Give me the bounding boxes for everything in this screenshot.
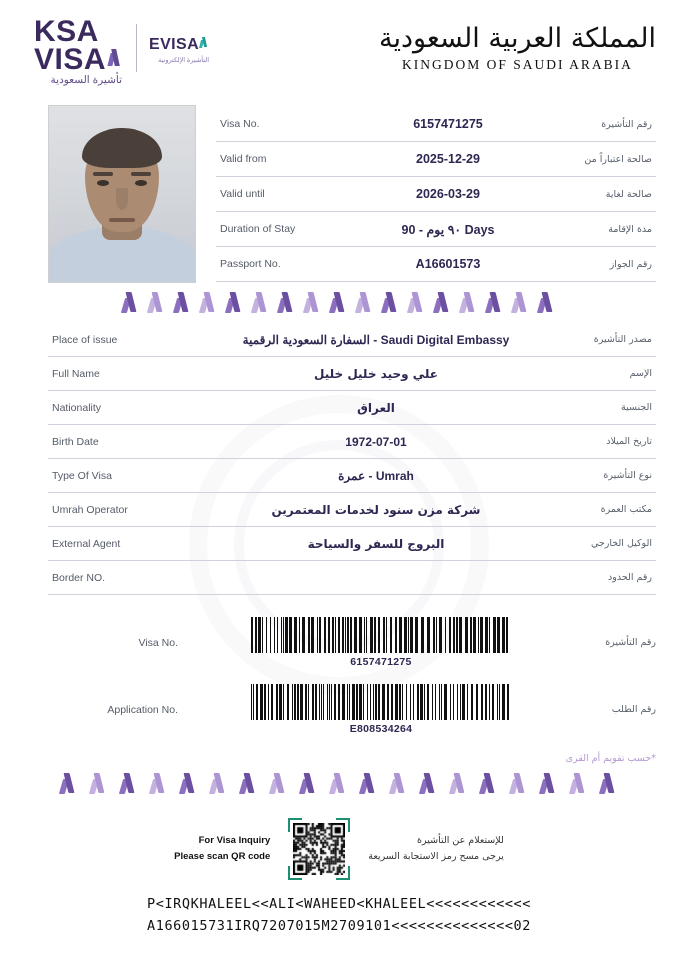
row-value: 2025-12-29	[416, 152, 480, 166]
row-label-en: Border NO.	[52, 571, 106, 584]
umm-al-qura-footnote: *حسب تقويم أم القرى	[565, 753, 656, 764]
table-row	[216, 142, 656, 177]
applicant-photo	[48, 105, 196, 283]
row-label-en: Umrah Operator	[52, 503, 128, 516]
row-label-en: Duration of Stay	[220, 223, 296, 235]
checkmark-icon	[487, 292, 503, 314]
row-value: العراق	[357, 400, 395, 415]
table-row	[48, 459, 656, 493]
checkmark-icon	[121, 773, 137, 795]
qr-instruction-arabic	[368, 833, 504, 864]
ksa-logo-line2-text: VISA	[34, 42, 107, 76]
table-row	[48, 527, 656, 561]
barcode-number: E808534264	[349, 723, 413, 735]
ksa-logo-arabic: تأشيرة السعودية	[50, 74, 123, 87]
row-label-en: External Agent	[52, 537, 121, 550]
checkmark-icon	[149, 292, 165, 314]
barcode-label-ar: رقم الطلب	[611, 704, 656, 715]
row-label-en: Full Name	[52, 367, 100, 380]
checkmark-icon	[451, 773, 467, 795]
row-value: ٩٠ يوم - 90 Days	[401, 222, 495, 237]
table-row	[48, 425, 656, 459]
barcode-container	[198, 684, 564, 735]
qr-corner-top-right-icon	[336, 818, 350, 832]
photo-and-visa-details	[0, 105, 678, 283]
visa-details-table	[216, 105, 656, 283]
checkmark-icon	[357, 292, 373, 314]
row-label-en: Passport No.	[220, 258, 281, 270]
row-value: 1972-07-01	[345, 434, 407, 449]
checkmark-icon	[91, 773, 107, 795]
barcode-container	[198, 617, 564, 668]
table-row	[216, 177, 656, 212]
checkmark-icon	[331, 773, 347, 795]
ksa-visa-logo-text	[34, 15, 123, 87]
checkmark-icon	[271, 773, 287, 795]
checkmark-icon	[541, 773, 557, 795]
table-row	[216, 247, 656, 282]
checkmark-icon	[571, 773, 587, 795]
row-label-en: Birth Date	[52, 435, 99, 448]
row-value: شركة مزن سنود لخدمات المعتمرين	[271, 502, 481, 517]
qr-code[interactable]	[288, 818, 350, 880]
evisa-logo	[149, 36, 209, 64]
ksa-logo-line2	[34, 42, 122, 76]
row-label-en: Place of issue	[52, 333, 118, 346]
checkmark-icon	[241, 773, 257, 795]
qr-corner-bottom-left-icon	[288, 866, 302, 880]
row-label-en: Type Of Visa	[52, 469, 112, 482]
qr-instruction-ar-line1: للإستعلام عن التأشيرة	[417, 835, 504, 847]
qr-instruction-ar-line2: يرجى مسح رمز الاستجابة السريعة	[368, 851, 504, 862]
checkmark-icon	[211, 773, 227, 795]
row-label-ar: مصدر التأشيرة	[593, 334, 652, 345]
barcode-image	[251, 617, 511, 653]
ksa-logo-line1-text: KSA	[34, 15, 99, 48]
row-value: A16601573	[415, 257, 481, 271]
table-row	[48, 323, 656, 357]
applicant-details-table	[0, 323, 678, 595]
checkmark-icon	[601, 773, 617, 795]
decorative-checkmark-strip-bottom	[0, 764, 678, 804]
row-label-ar: صالحة لغاية	[605, 188, 652, 200]
checkmark-icon	[108, 49, 122, 69]
machine-readable-zone	[0, 886, 678, 937]
checkmark-icon	[361, 773, 377, 795]
row-label-ar: تاريخ الميلاد	[606, 436, 652, 447]
row-label-en: Nationality	[52, 401, 102, 414]
checkmark-icon	[151, 773, 167, 795]
row-label-en: Valid until	[220, 188, 265, 200]
barcode-section	[0, 595, 678, 735]
row-label-ar: الوكيل الخارجي	[591, 538, 652, 549]
qr-corner-bottom-right-icon	[336, 866, 350, 880]
logo-divider	[136, 24, 137, 72]
ksa-logo-line1	[34, 15, 122, 48]
row-value: 6157471275	[413, 117, 483, 131]
checkmark-icon	[279, 292, 295, 314]
row-label-en: Valid from	[220, 153, 267, 165]
qr-instruction-en-line1: For Visa Inquiry	[198, 835, 271, 847]
row-value: عمرة - Umrah	[338, 468, 414, 483]
evisa-checkmark-icon	[200, 37, 209, 49]
checkmark-icon	[435, 292, 451, 314]
qr-corner-top-left-icon	[288, 818, 302, 832]
row-label-en: Visa No.	[220, 118, 260, 130]
barcode-label-en: Visa No.	[138, 636, 178, 649]
checkmark-icon	[305, 292, 321, 314]
checkmark-icon	[409, 292, 425, 314]
table-row	[48, 561, 656, 595]
decorative-checkmark-strip-top	[0, 283, 678, 323]
barcode-number: 6157471275	[350, 656, 412, 668]
checkmark-icon	[175, 292, 191, 314]
checkmark-icon	[227, 292, 243, 314]
table-row	[216, 107, 656, 142]
qr-instruction-english	[174, 833, 270, 864]
evisa-logo-arabic: التأشيرة الإلكترونية	[158, 57, 210, 64]
table-row	[48, 357, 656, 391]
kingdom-emblem	[379, 18, 656, 73]
checkmark-icon	[461, 292, 477, 314]
evisa-logo-line	[149, 36, 209, 54]
row-value: البروج للسفر والسياحة	[307, 536, 445, 551]
table-row	[48, 391, 656, 425]
checkmark-icon	[331, 292, 347, 314]
checkmark-icon	[421, 773, 437, 795]
qr-inquiry-section	[0, 804, 678, 886]
row-value: 2026-03-29	[416, 187, 480, 201]
row-value: السفارة السعودية الرقمية - Saudi Digital Embassy	[242, 332, 510, 347]
checkmark-icon	[123, 292, 139, 314]
row-label-ar: الجنسية	[621, 402, 652, 413]
kingdom-emblem-arabic: المملكة العربية السعودية	[378, 23, 656, 54]
row-value: علي وحيد خليل خليل	[313, 366, 439, 381]
row-label-ar: رقم التأشيرة	[601, 118, 652, 130]
barcode-label-en: Application No.	[107, 703, 178, 716]
checkmark-icon	[539, 292, 555, 314]
checkmark-icon	[383, 292, 399, 314]
barcode-row	[48, 617, 656, 668]
barcode-row	[48, 684, 656, 735]
row-label-ar: صالحة اعتباراً من	[584, 153, 652, 165]
kingdom-emblem-english: KINGDOM OF SAUDI ARABIA	[402, 56, 633, 72]
checkmark-icon	[513, 292, 529, 314]
mrz-line-2: A166015731IRQ7207015M2709101<<<<<<<<<<<<<<02	[146, 917, 532, 934]
checkmark-icon	[511, 773, 527, 795]
checkmark-icon	[201, 292, 217, 314]
row-label-ar: رقم الحدود	[608, 572, 652, 583]
row-label-ar: مدة الإقامة	[608, 223, 652, 235]
ksa-visa-logo	[34, 15, 210, 87]
checkmark-icon	[253, 292, 269, 314]
document-header	[0, 0, 678, 105]
checkmark-icon	[481, 773, 497, 795]
row-label-ar: رقم الجواز	[609, 258, 652, 270]
qr-instruction-en-line2: Please scan QR code	[174, 851, 271, 862]
evisa-logo-text: EVISA	[149, 36, 200, 53]
barcode-image	[251, 684, 511, 720]
checkmark-icon	[181, 773, 197, 795]
row-label-ar: مكتب العمرة	[600, 504, 652, 515]
checkmark-icon	[391, 773, 407, 795]
row-label-ar: نوع التأشيرة	[603, 470, 652, 481]
table-row	[48, 493, 656, 527]
mrz-line-1: P<IRQKHALEEL<<ALI<WAHEED<KHALEEL<<<<<<<<<<<<	[146, 896, 532, 912]
row-label-ar: الإسم	[629, 368, 652, 379]
checkmark-icon	[301, 773, 317, 795]
barcode-label-ar: رقم التأشيرة	[605, 637, 656, 648]
checkmark-icon	[61, 773, 77, 795]
table-row	[216, 212, 656, 247]
